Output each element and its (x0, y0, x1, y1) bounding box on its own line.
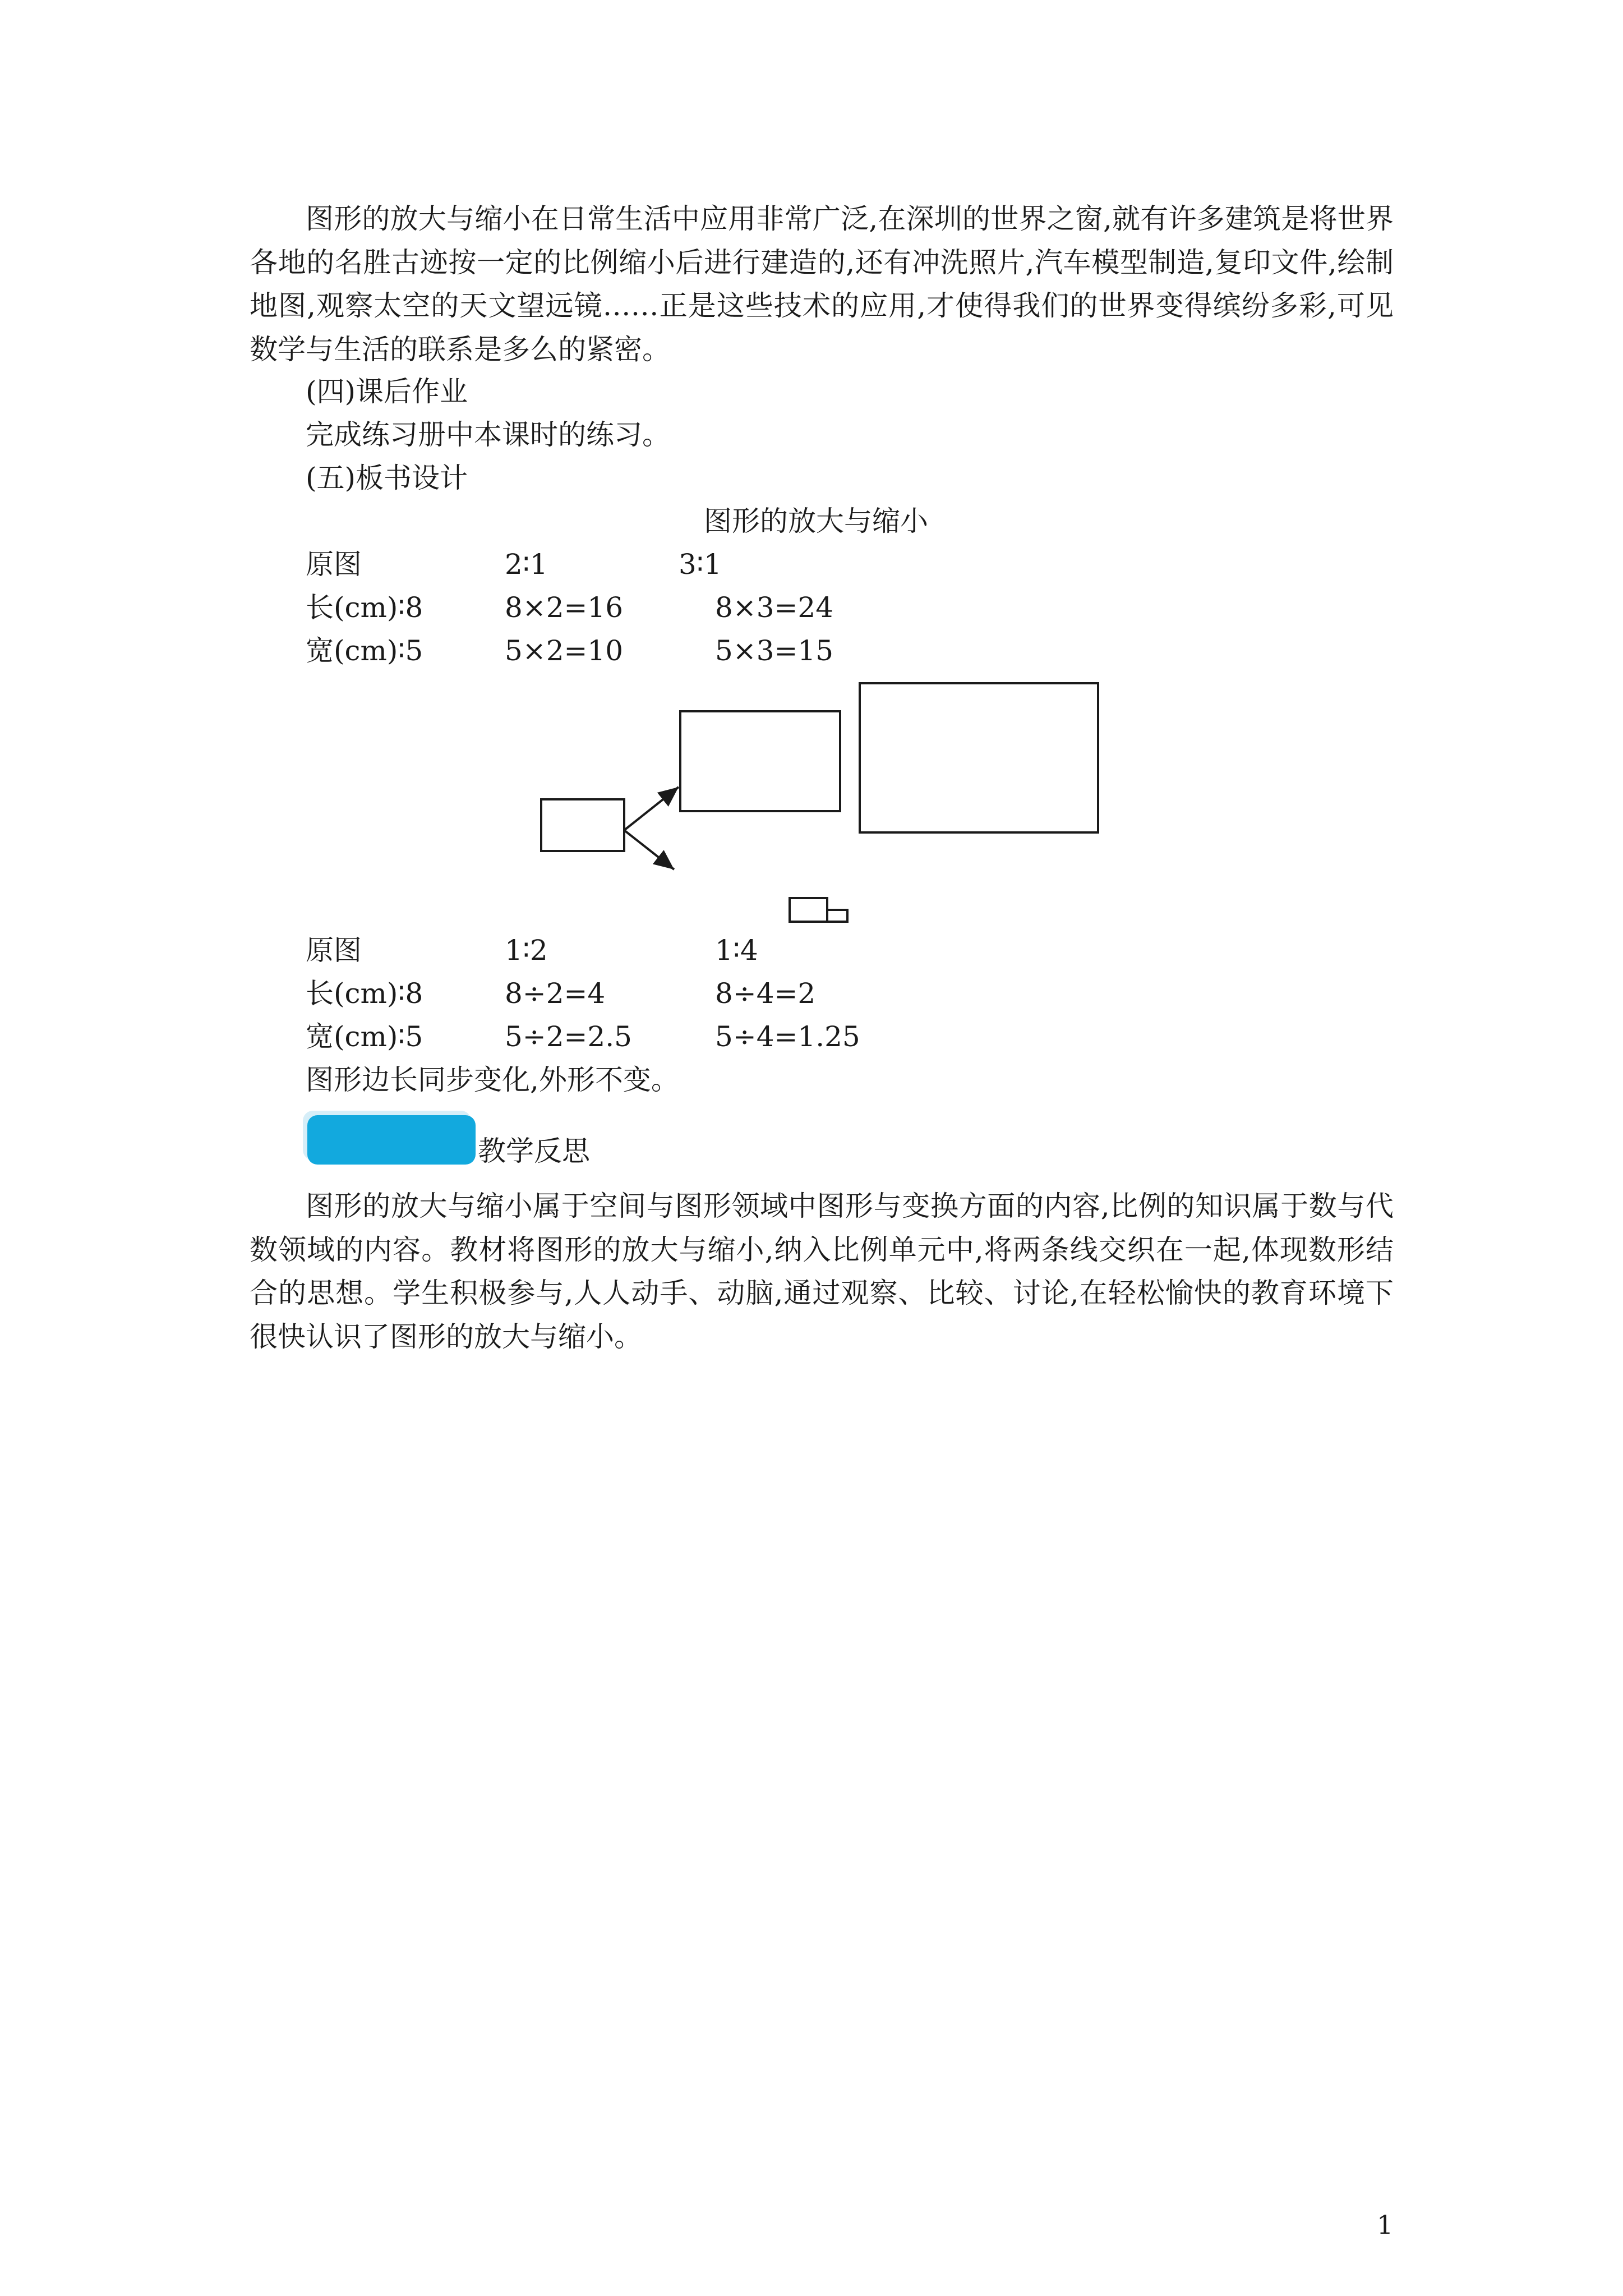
scaling-figure (0, 0, 1623, 954)
enlarge-arrow (624, 787, 679, 830)
enlarge-length-1: 8×2=16 (505, 591, 624, 624)
enlarge-ratio-2: 3∶1 (679, 548, 722, 581)
shrink-length-2: 8÷4=2 (715, 977, 816, 1010)
shrink-row-label: 宽(cm)∶5 (306, 1020, 423, 1053)
board-title: 图形的放大与缩小 (704, 505, 928, 537)
homework-text: 完成练习册中本课时的练习。 (306, 418, 670, 451)
shrink-row-label: 长(cm)∶8 (306, 977, 423, 1010)
enlarge-row-label: 原图 (306, 548, 362, 581)
reduced-rectangle-quarter (827, 910, 847, 922)
shrink-ratio-1: 1∶2 (505, 934, 548, 967)
shrink-length-1: 8÷2=4 (505, 977, 606, 1010)
shrink-ratio-2: 1∶4 (715, 934, 758, 967)
intro-paragraph: 图形的放大与缩小在日常生活中应用非常广泛,在深圳的世界之窗,就有许多建筑是将世界各地的名胜古迹按一定的比例缩小后进行建造的,还有冲洗照片,汽车模型制造,复印文件,绘制地图,观察太空的天文望远镜……正是这些技术的应用,才使得我们的世界变得缤纷多彩,可见数学与生活的联系是多么的紧密。 (250, 203, 1394, 366)
enlarged-rectangle-2x (680, 711, 840, 811)
conclusion-text: 图形边长同步变化,外形不变。 (306, 1064, 679, 1096)
enlarge-length-2: 8×3=24 (715, 591, 834, 624)
section-badge (307, 1115, 476, 1165)
homework-heading: (四)课后作业 (306, 375, 468, 408)
reflection-paragraph: 图形的放大与缩小属于空间与图形领域中图形与变换方面的内容,比例的知识属于数与代数领域的内容。教材将图形的放大与缩小,纳入比例单元中,将两条线交织在一起,体现数形结合的思想。学生积极参与,人人动手、动脑,通过观察、比较、讨论,在轻松愉快的教育环境下很快认识了图形的放大与缩小。 (250, 1190, 1394, 1353)
enlarge-width-2: 5×3=15 (715, 634, 834, 667)
reduced-rectangle-half (790, 898, 827, 922)
page-number: 1 (1377, 2210, 1394, 2240)
original-rectangle (541, 799, 624, 851)
board-design-heading: (五)板书设计 (306, 462, 468, 494)
enlarge-ratio-1: 2∶1 (505, 548, 548, 581)
shrink-width-1: 5÷2=2.5 (505, 1020, 632, 1053)
enlarge-row-label: 宽(cm)∶5 (306, 634, 423, 667)
reflection-heading: 教学反思 (478, 1135, 590, 1167)
enlarge-width-1: 5×2=10 (505, 634, 624, 667)
shrink-arrow (624, 830, 674, 869)
shrink-width-2: 5÷4=1.25 (715, 1020, 860, 1053)
shrink-row-label: 原图 (306, 934, 362, 967)
enlarged-rectangle-3x (860, 683, 1098, 832)
enlarge-row-label: 长(cm)∶8 (306, 591, 423, 624)
